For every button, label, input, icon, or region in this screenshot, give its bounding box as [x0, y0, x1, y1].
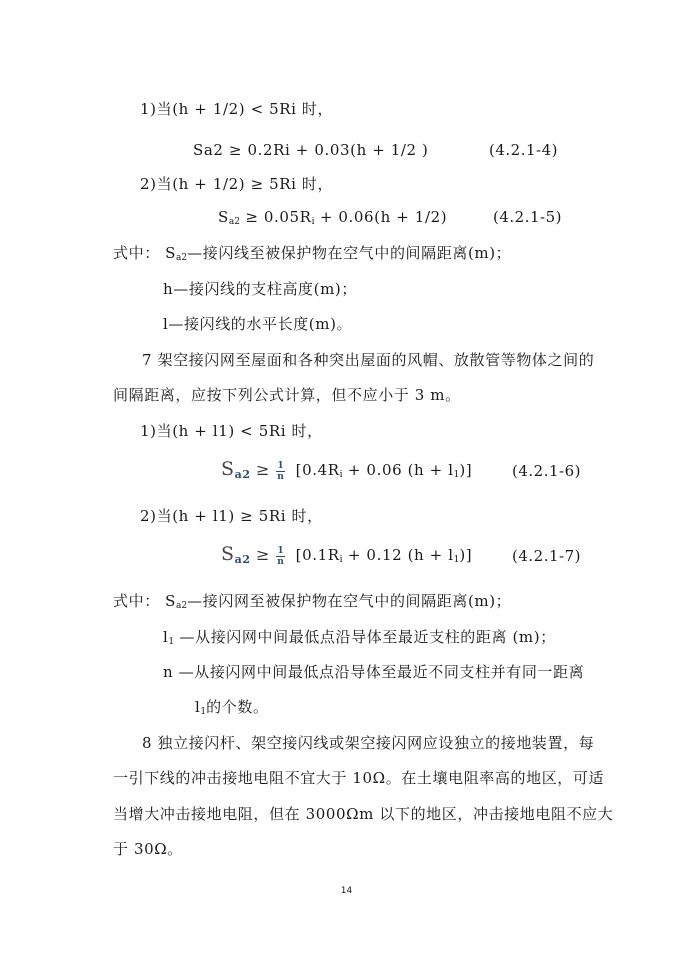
clause-8-line-3: 当增大冲击接地电阻，但在 3000Ωm 以下的地区，冲击接地电阻不应大: [113, 805, 614, 823]
formula-4-2-1-4: Sa2 ≥ 0.2Ri + 0.03(h + 1/2 ): [193, 141, 429, 159]
page-number: 14: [340, 886, 353, 896]
definition-n-line-cont: $l_1$的个数。: [195, 698, 269, 717]
condition-line-3: 1)当(h + l1) < 5Ri 时，: [140, 422, 323, 440]
formula-4-2-1-6: $S_{a2}$ ≥ $\frac{1}{n}$ [$0.4R_i + 0.06$ $(h + l_1)$]: [221, 458, 473, 482]
formula-number-4-2-1-5: (4.2.1-5): [493, 208, 562, 226]
formula-4-2-1-5: $S_{a2} \ge 0.05R_i + 0.06(h + 1/2)$: [218, 208, 448, 227]
formula-4-2-1-7: $S_{a2}$ ≥ $\frac{1}{n}$ [$0.1R_i + 0.12$ $(h + l_1)$]: [221, 543, 473, 567]
definition-l1-line: $l_1$ —从接闪网中间最低点沿导体至最近支柱的距离 (m)；: [163, 628, 556, 647]
clause-8-line-2: 一引下线的冲击接地电阻不宜大于 10Ω。在土壤电阻率高的地区，可适: [113, 769, 605, 787]
formula-number-4-2-1-4: (4.2.1-4): [489, 141, 558, 159]
fraction-1-over-n: $\frac{1}{n}$: [277, 545, 285, 567]
condition-line-1: 1)当(h + 1/2) < 5Ri 时，: [140, 100, 334, 118]
definition-h-line: h—接闪线的支柱高度(m)；: [163, 280, 357, 298]
definition-n-line: n —从接闪网中间最低点沿导体至最近不同支柱并有同一距离: [163, 663, 585, 681]
clause-8-line-4: 于 30Ω。: [113, 840, 183, 858]
formula-number-4-2-1-6: (4.2.1-6): [512, 462, 581, 480]
definition-sa2-net-line: 式中： $S_{a2}—$接闪网至被保护物在空气中的间隔距离(m)；: [113, 592, 512, 611]
condition-line-4: 2)当(h + l1) ≥ 5Ri 时，: [140, 507, 323, 525]
definition-sa2-line: 式中： $S_{a2}—$接闪线至被保护物在空气中的间隔距离(m)；: [113, 244, 512, 263]
formula-number-4-2-1-7: (4.2.1-7): [512, 547, 581, 565]
clause-7-line-2: 间隔距离，应按下列公式计算，但不应小于 3 m。: [113, 386, 461, 404]
clause-7-line-1: 7 架空接闪网至屋面和各种突出屋面的风帽、放散管等物体之间的: [142, 351, 595, 369]
clause-8-line-1: 8 独立接闪杆、架空接闪线或架空接闪网应设独立的接地装置，每: [142, 734, 595, 752]
condition-line-2: 2)当(h + 1/2) ≥ 5Ri 时，: [140, 175, 334, 193]
fraction-1-over-n: $\frac{1}{n}$: [277, 460, 285, 482]
definition-l-line: l—接闪线的水平长度(m)。: [163, 315, 353, 333]
